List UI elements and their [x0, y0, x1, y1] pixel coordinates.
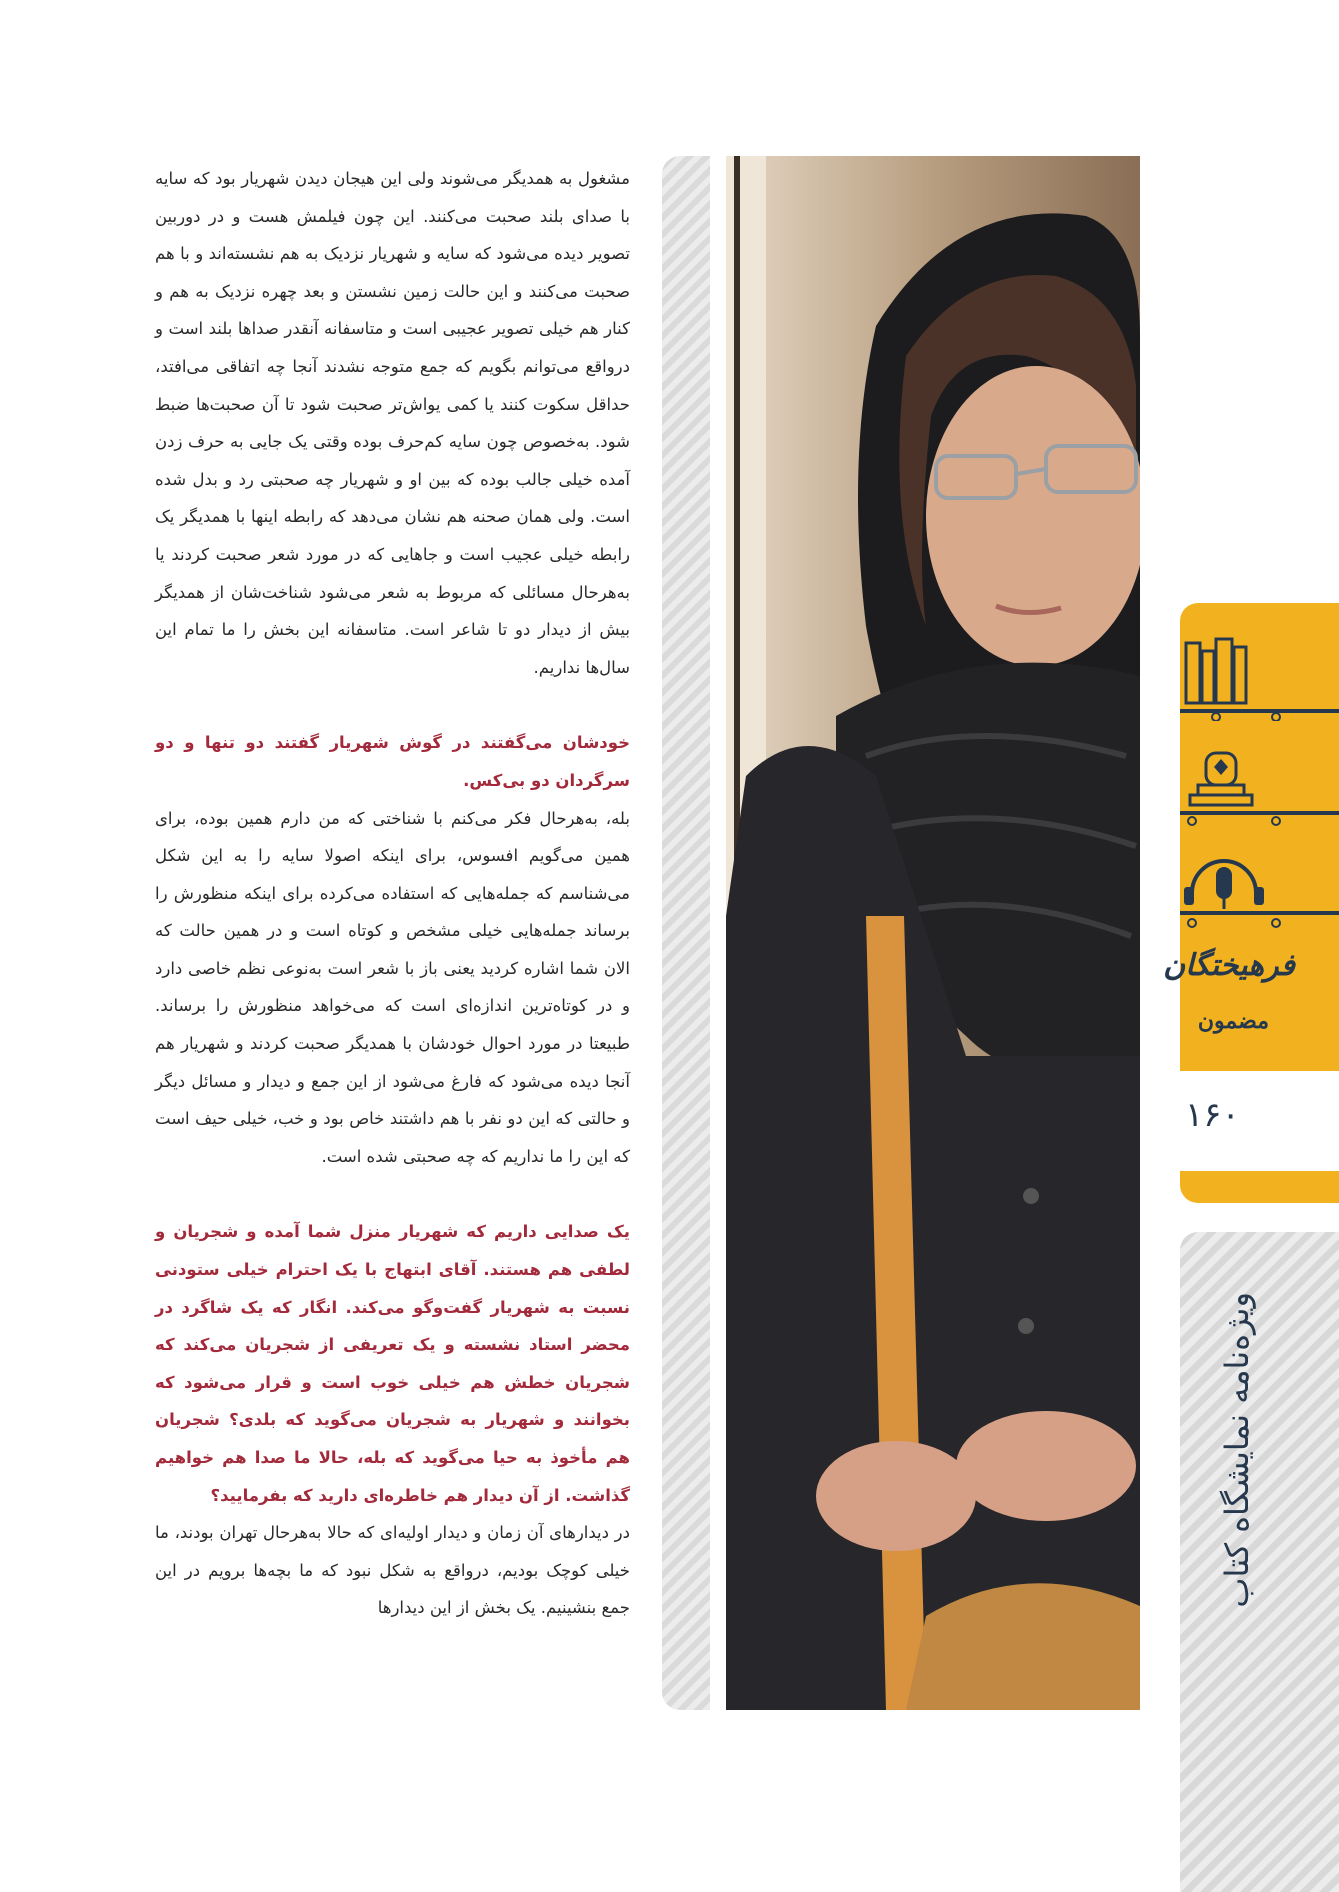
- article-paragraph: بله، به‌هرحال فکر می‌کنم با شناختی که من دارم همین بوده، برای همین می‌گویم افسوس، برای اینکه اصولا سایه را به این شکل می‌شناسم که جمله‌هایی که استفاده می‌کرده برای اینکه منظورش را برساند جمله‌هایی خیلی مشخص و کوتاه است و در همین حالت که الان شما اشاره کردید یعنی باز با شعر است به‌نوعی نظم خاصی دارد و در کوتاه‌ترین اندازه‌ای است که می‌خواهد منظورش را برساند. طبیعتا در مورد احوال خودشان با همدیگر صحبت کردند و شهریار هم آنجا دیده می‌شود که فارغ می‌شود از این جمع و دیدار و مسائل دیگر و حالتی که این دو نفر با هم داشتند خاص بود و خب، خیلی حیف است که این را ما نداریم که چه صحبتی شده است.: [155, 808, 630, 1166]
- trophy-lamp-icon: [1180, 743, 1339, 831]
- magazine-logo: [1163, 938, 1339, 1068]
- portrait-photo: [726, 156, 1140, 1710]
- section-label-strip: [1180, 1232, 1339, 1892]
- brand-section: مضمون: [1197, 1008, 1269, 1034]
- section-title: ویژه‌نامه نمایشگاه کتاب: [1218, 1292, 1256, 1608]
- interview-question: خودشان می‌گفتند در گوش شهریار گفتند دو تنها و دو سرگردان دو بی‌کس.: [155, 733, 630, 790]
- books-shelf-icon: [1180, 633, 1339, 721]
- interview-question: یک صدایی داریم که شهریار منزل شما آمده و شجریان و لطفی هم هستند. آقای ابتهاج با یک احترام خیلی ستودنی نسبت به شهریار گفت‌وگو می‌کند. انگار که یک شاگرد در محضر استاد نشسته و یک تعریفی از شجریان می‌کند که شجریان خطش هم خیلی خوب است و قرار می‌شود که بخوانند و شهریار به شجریان می‌گوید که بلدی؟ شجریان هم مأخوذ به حیا می‌گوید که بله، حالا ما صدا هم خواهیم گذاشت. از آن دیدار هم خاطره‌ای دارید که بفرمایید؟: [155, 1222, 630, 1505]
- article-paragraph: مشغول به همدیگر می‌شوند ولی این هیجان دیدن شهریار بود که سایه با صدای بلند صحبت می‌کنند. این چون فیلمش هست و در دوربین تصویر دیده می‌شود که سایه و شهریار نزدیک به هم نشسته‌اند و با هم صحبت می‌کنند و این حالت زمین نشستن و بعد چهره نزدیک به هم و کنار هم خیلی تصویر عجیبی است و متاسفانه آنقدر صداها بلند است و درواقع می‌توانم بگویم که جمع متوجه نشدند آنجا چه اتفاقی می‌افتد، حداقل سکوت کنند یا کمی یواش‌تر صحبت شود تا آن صحبت‌ها ضبط شود. به‌خصوص چون سایه کم‌حرف بوده وقتی یک جایی به حرف زدن آمده خیلی جالب بوده که بین او و شهریار چه صحبتی رد و بدل شده است. ولی همان صحنه هم نشان می‌دهد که رابطه اینها با همدیگر یک رابطه خیلی عجیب است و جاهایی که در مورد شعر صحبت کردند یا به‌هرحال مسائلی که مربوط به شعر می‌شود شناخت‌شان از همدیگر بیش از دیدار دو تا شاعر است. متاسفانه این بخش را ما تمام این سال‌ها نداریم.: [155, 169, 630, 677]
- page-number: ۱۶۰: [1185, 1095, 1240, 1135]
- article-column: [155, 160, 630, 1627]
- decorative-stripe: [662, 156, 710, 1710]
- article-paragraph: در دیدارهای آن زمان و دیدار اولیه‌ای که حالا به‌هرحال تهران بودند، ما خیلی کوچک بودیم، درواقع به شکل نبود که ما بچه‌ها برویم در این جمع بنشینیم. یک بخش از این دیدارها: [155, 1523, 630, 1618]
- podcast-microphone-icon: [1180, 853, 1339, 941]
- section-tab: [1163, 603, 1339, 1203]
- brand-name: فرهیختگان: [1163, 948, 1295, 983]
